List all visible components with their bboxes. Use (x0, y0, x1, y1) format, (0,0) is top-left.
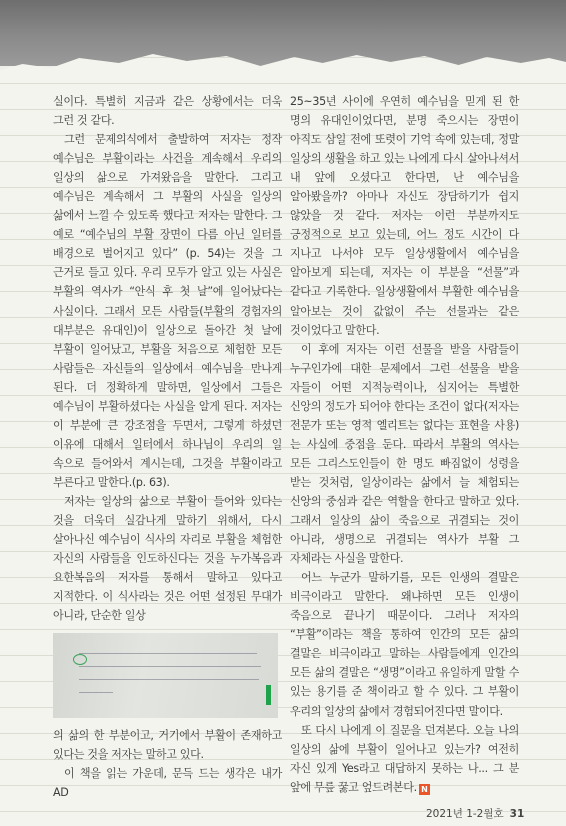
right-paragraph-2: 이 후에 저자는 이런 선물을 받을 사람들이 누구인가에 대한 문제에서 그런 선물을 받을 자들이 어떤 지적능력이나, 심지어는 특별한 신앙의 정도가 되어야 한다는 조건이 없다(저자는 전문가 또는 영적 엘리트는 없다는 표현을 사용)는 사실에 중점을 둔다. 따라서 부활의 역사는 모든 그리스도인들이 한 명도 빠짐없이 성령을 받는 것처럼, 일상이라는 삶에서 늘 체험되는 신앙의 중심과 같은 역할을 한다고 말하고 있다. 그래서 일상의 삶이 죽음으로 귀결되는 것이 아니라, 생명으로 귀결되는 역사가 부활 그 자체라는 사실을 말한다. (290, 342, 519, 566)
issue-label: 2021년 1-2월호 (426, 808, 504, 820)
torn-paper-background (0, 0, 566, 66)
photo-text-line (79, 666, 261, 667)
left-paragraph-2: 그런 문제의식에서 출발하여 저자는 정작 예수님은 부활이라는 사건을 계속해서 우리의 일상의 삶으로 가져왔음을 말한다. 그리고 예수님은 계속해서 그 부활의 사실을 일상의 삶에서 느낄 수 있도록 했다고 저자는 말한다. 그 예로 “예수님의 부활 장면이 다름 아닌 일터를 배경으로 벌어지고 있다” (p. 54)는 것을 그 근거로 들고 있다. 우리 모두가 알고 있는 사실은 부활의 역사가 “안식 후 첫 날”에 일어났다는 사실이다. 그래서 모든 사람들(부활의 경험자의 대부분은 유대인)이 일상으로 돌아간 첫 날에 부활이 일어났고, 부활을 처음으로 체험한 모든 사람들은 자신들의 일상에서 예수님을 만나게 된다. 더 정확하게 말하면, 일상에서 그들은 예수님이 부활하셨다는 사실을 알게 된다. 저자는 이 부분에 큰 강조점을 두면서, 그렇게 하셨던 이유에 대해서 일터에서 하나님이 우리의 일 속으로 들어와서 계시는데, 그것을 부활이라고 부른다고 말한다.(p. 63). (53, 133, 282, 489)
photo-highlight-circle (73, 654, 87, 665)
left-paragraph-3: 저자는 일상의 삶으로 부활이 들어와 있다는 것을 더욱더 실감나게 말하기 위해서, 다시 살아나신 예수님이 식사의 자리로 부활을 체험한 자신의 사람들을 인도하신다는 것을 누가복음과 요한복음의 저자를 통해서 말하고 있다고 지적한다. 이 식사라는 것은 어떤 설정된 무대가 아니라, 단순한 일상 (53, 494, 282, 623)
photo-text-line (79, 653, 257, 654)
right-column (290, 92, 519, 797)
end-mark-icon: N (419, 784, 430, 795)
page-number: 31 (509, 808, 525, 820)
photo-text-line (79, 692, 113, 693)
left-paragraph-5: 이 책을 읽는 가운데, 문득 드는 생각은 내가 AD (53, 767, 282, 800)
left-paragraph-4: 의 삶의 한 부분이고, 거기에서 부활이 존재하고 있다는 것을 저자는 말하고 있다. (53, 729, 282, 762)
photo-text-line (79, 679, 259, 680)
left-paragraph-1: 실이다. 특별히 지금과 같은 상황에서는 더욱 그런 것 같다. (53, 95, 282, 128)
book-page-photo (53, 633, 278, 718)
right-paragraph-4 (290, 721, 519, 797)
right-paragraph-3: 어느 누군가 말하기를, 모든 인생의 결말은 비극이라고 말한다. 왜냐하면 모든 인생이 죽음으로 끝나기 때문이다. 그러나 저자의 “부활”이라는 책을 통하여 인간의 모든 삶의 결말은 비극이라고 말하는 사람들에게 인간의 모든 삶의 결말은 “생명”이라고 유일하게 말할 수 있는 용기를 준 책이라고 할 수 있다. 그 부활이 우리의 일상의 삶에서 경험되어진다면 말이다. (290, 571, 519, 718)
right-paragraph-1: 25~35년 사이에 우연히 예수님을 믿게 된 한 명의 유대인이었다면, 분명 죽으시는 장면이 아직도 삼일 전에 또렷이 기억 속에 있는데, 정말 일상의 생활을 하고 있는 나에게 다시 살아나셔서 내 앞에 오셨다고 한다면, 난 예수님을 알아봤을까? 아마나 자신도 장담하기가 쉽지 않았을 것 같다. 저자는 이런 부분까지도 긍정적으로 보고 있는데, 어느 정도 시간이 다 지나고 나서야 모두 일상생활에서 예수님을 알아보게 되는데, 저자는 이 부분을 “선물”과 같다고 기록한다. 일상생활에서 부활한 예수님을 알아보는 것이 값없이 주는 선물과는 같은 것이었다고 말한다. (290, 95, 519, 337)
photo-bookmark-marker (266, 685, 271, 705)
left-column (53, 92, 282, 803)
page-footer (426, 806, 524, 821)
right-paragraph-4-text: 또 다시 나에게 이 질문을 던져본다. 오늘 나의 일상의 삶에 부활이 일어나고 있는가? 여전히 자신 있게 Yes라고 대답하지 못하는 나... 그 분 앞에 무릎 꿇고 엎드려본다. (290, 723, 519, 794)
